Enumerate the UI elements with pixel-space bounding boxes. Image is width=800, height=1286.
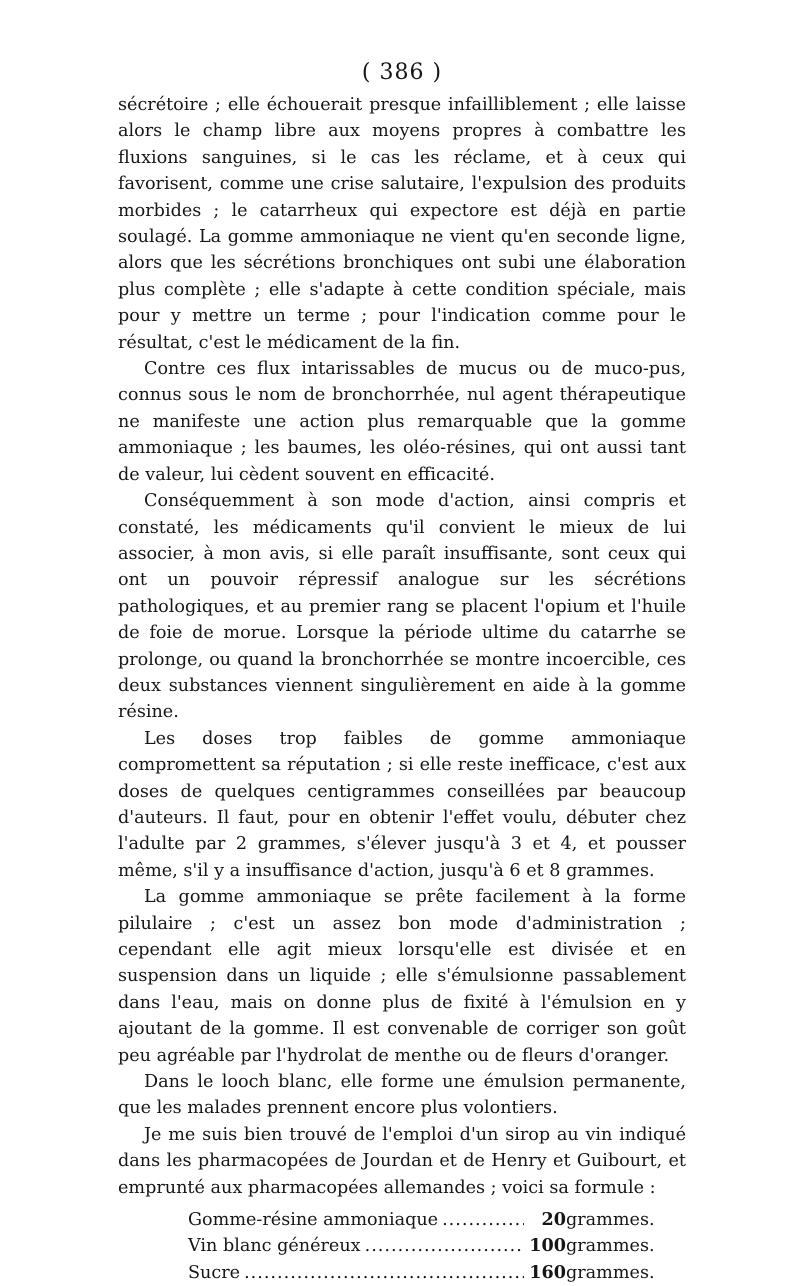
paragraph-7: Je me suis bien trouvé de l'emploi d'un sirop au vin indiqué dans les pharmacopées de Jourdan et de Henry et Guibourt, et emprunté aux pharmacopées allemandes ; voici sa formule : [118,1124,686,1198]
formula-quantity: 160 [529,1261,566,1283]
formula-list [188,1207,655,1286]
dot-leader [244,1260,524,1286]
book-page [118,58,686,1286]
paragraph-4: Les doses trop faibles de gomme ammoniaque compromettent sa réputation ; si elle reste inefficace, c'est aux doses de quelques centigrammes conseillées par beaucoup d'auteurs. Il faut, pour en obtenir l'effet voulu, débuter chez l'adulte par 2 grammes, s'élever jusqu'à 3 et 4, et pousser même, s'il y a insuffisance d'action, jusqu'à 6 et 8 grammes. [118,728,686,881]
formula-unit: grammes. [566,1236,655,1257]
paragraph-5: La gomme ammoniaque se prête facilement à la forme pilulaire ; c'est un assez bon mode d'administration ; cependant elle agit mieux lorsqu'elle est divisée et en suspension dans un liquide ; elle s'émulsionne passablement dans l'eau, mais on donne plus de fixité à l'émulsion en y ajoutant de la gomme. Il est convenable de corriger son goût peu agréable par l'hydrolat de menthe ou de fleurs d'oranger. [118,887,686,1066]
formula-unit: grammes. [566,1262,655,1283]
formula-ingredient: Sucre [188,1262,241,1283]
dot-leader [365,1233,524,1259]
formula-ingredient: Vin blanc généreux [188,1236,361,1257]
formula-row [188,1233,655,1259]
dot-leader [442,1207,524,1233]
formula-ingredient: Gomme-résine ammoniaque [188,1210,439,1231]
formula-row [188,1260,655,1286]
formula-unit: grammes. [566,1210,655,1231]
formula-quantity: 100 [529,1235,566,1257]
page-number: ( 386 ) [361,60,443,85]
formula-row [188,1207,655,1233]
paragraph-1: sécrétoire ; elle échouerait presque infailliblement ; elle laisse alors le champ libre aux moyens propres à combattre les fluxions sanguines, si le cas les réclame, et à ceux qui favorisent, comme une crise salutaire, l'expulsion des produits morbides ; le catarrheux qui expectore est déjà en partie soulagé. La gomme ammoniaque ne vient qu'en seconde ligne, alors que les sécrétions bronchiques ont subi une élaboration plus complète ; elle s'adapte à cette condition spéciale, mais pour y mettre un terme ; pour l'indication comme pour le résultat, c'est le médicament de la fin. [118,95,686,353]
paragraph-3: Conséquemment à son mode d'action, ainsi compris et constaté, les médicaments qu'il convient le mieux de lui associer, à mon avis, si elle paraît insuffisante, sont ceux qui ont un pouvoir répressif analogue sur les sécrétions pathologiques, et au premier rang se placent l'opium et l'huile de foie de morue. Lorsque la période ultime du catarrhe se prolonge, ou quand la bronchorrhée se montre incoercible, ces deux substances viennent singulièrement en aide à la gomme résine. [118,491,686,723]
paragraph-6: Dans le looch blanc, elle forme une émulsion permanente, que les malades prennent encore plus volontiers. [118,1072,686,1119]
paragraph-2: Contre ces flux intarissables de mucus ou de muco-pus, connus sous le nom de bronchorrhée, nul agent thérapeutique ne manifeste une action plus remarquable que la gomme ammoniaque ; les baumes, les oléo-résines, qui ont aussi tant de valeur, lui cèdent souvent en efficacité. [118,359,686,485]
formula-quantity: 20 [541,1209,566,1231]
